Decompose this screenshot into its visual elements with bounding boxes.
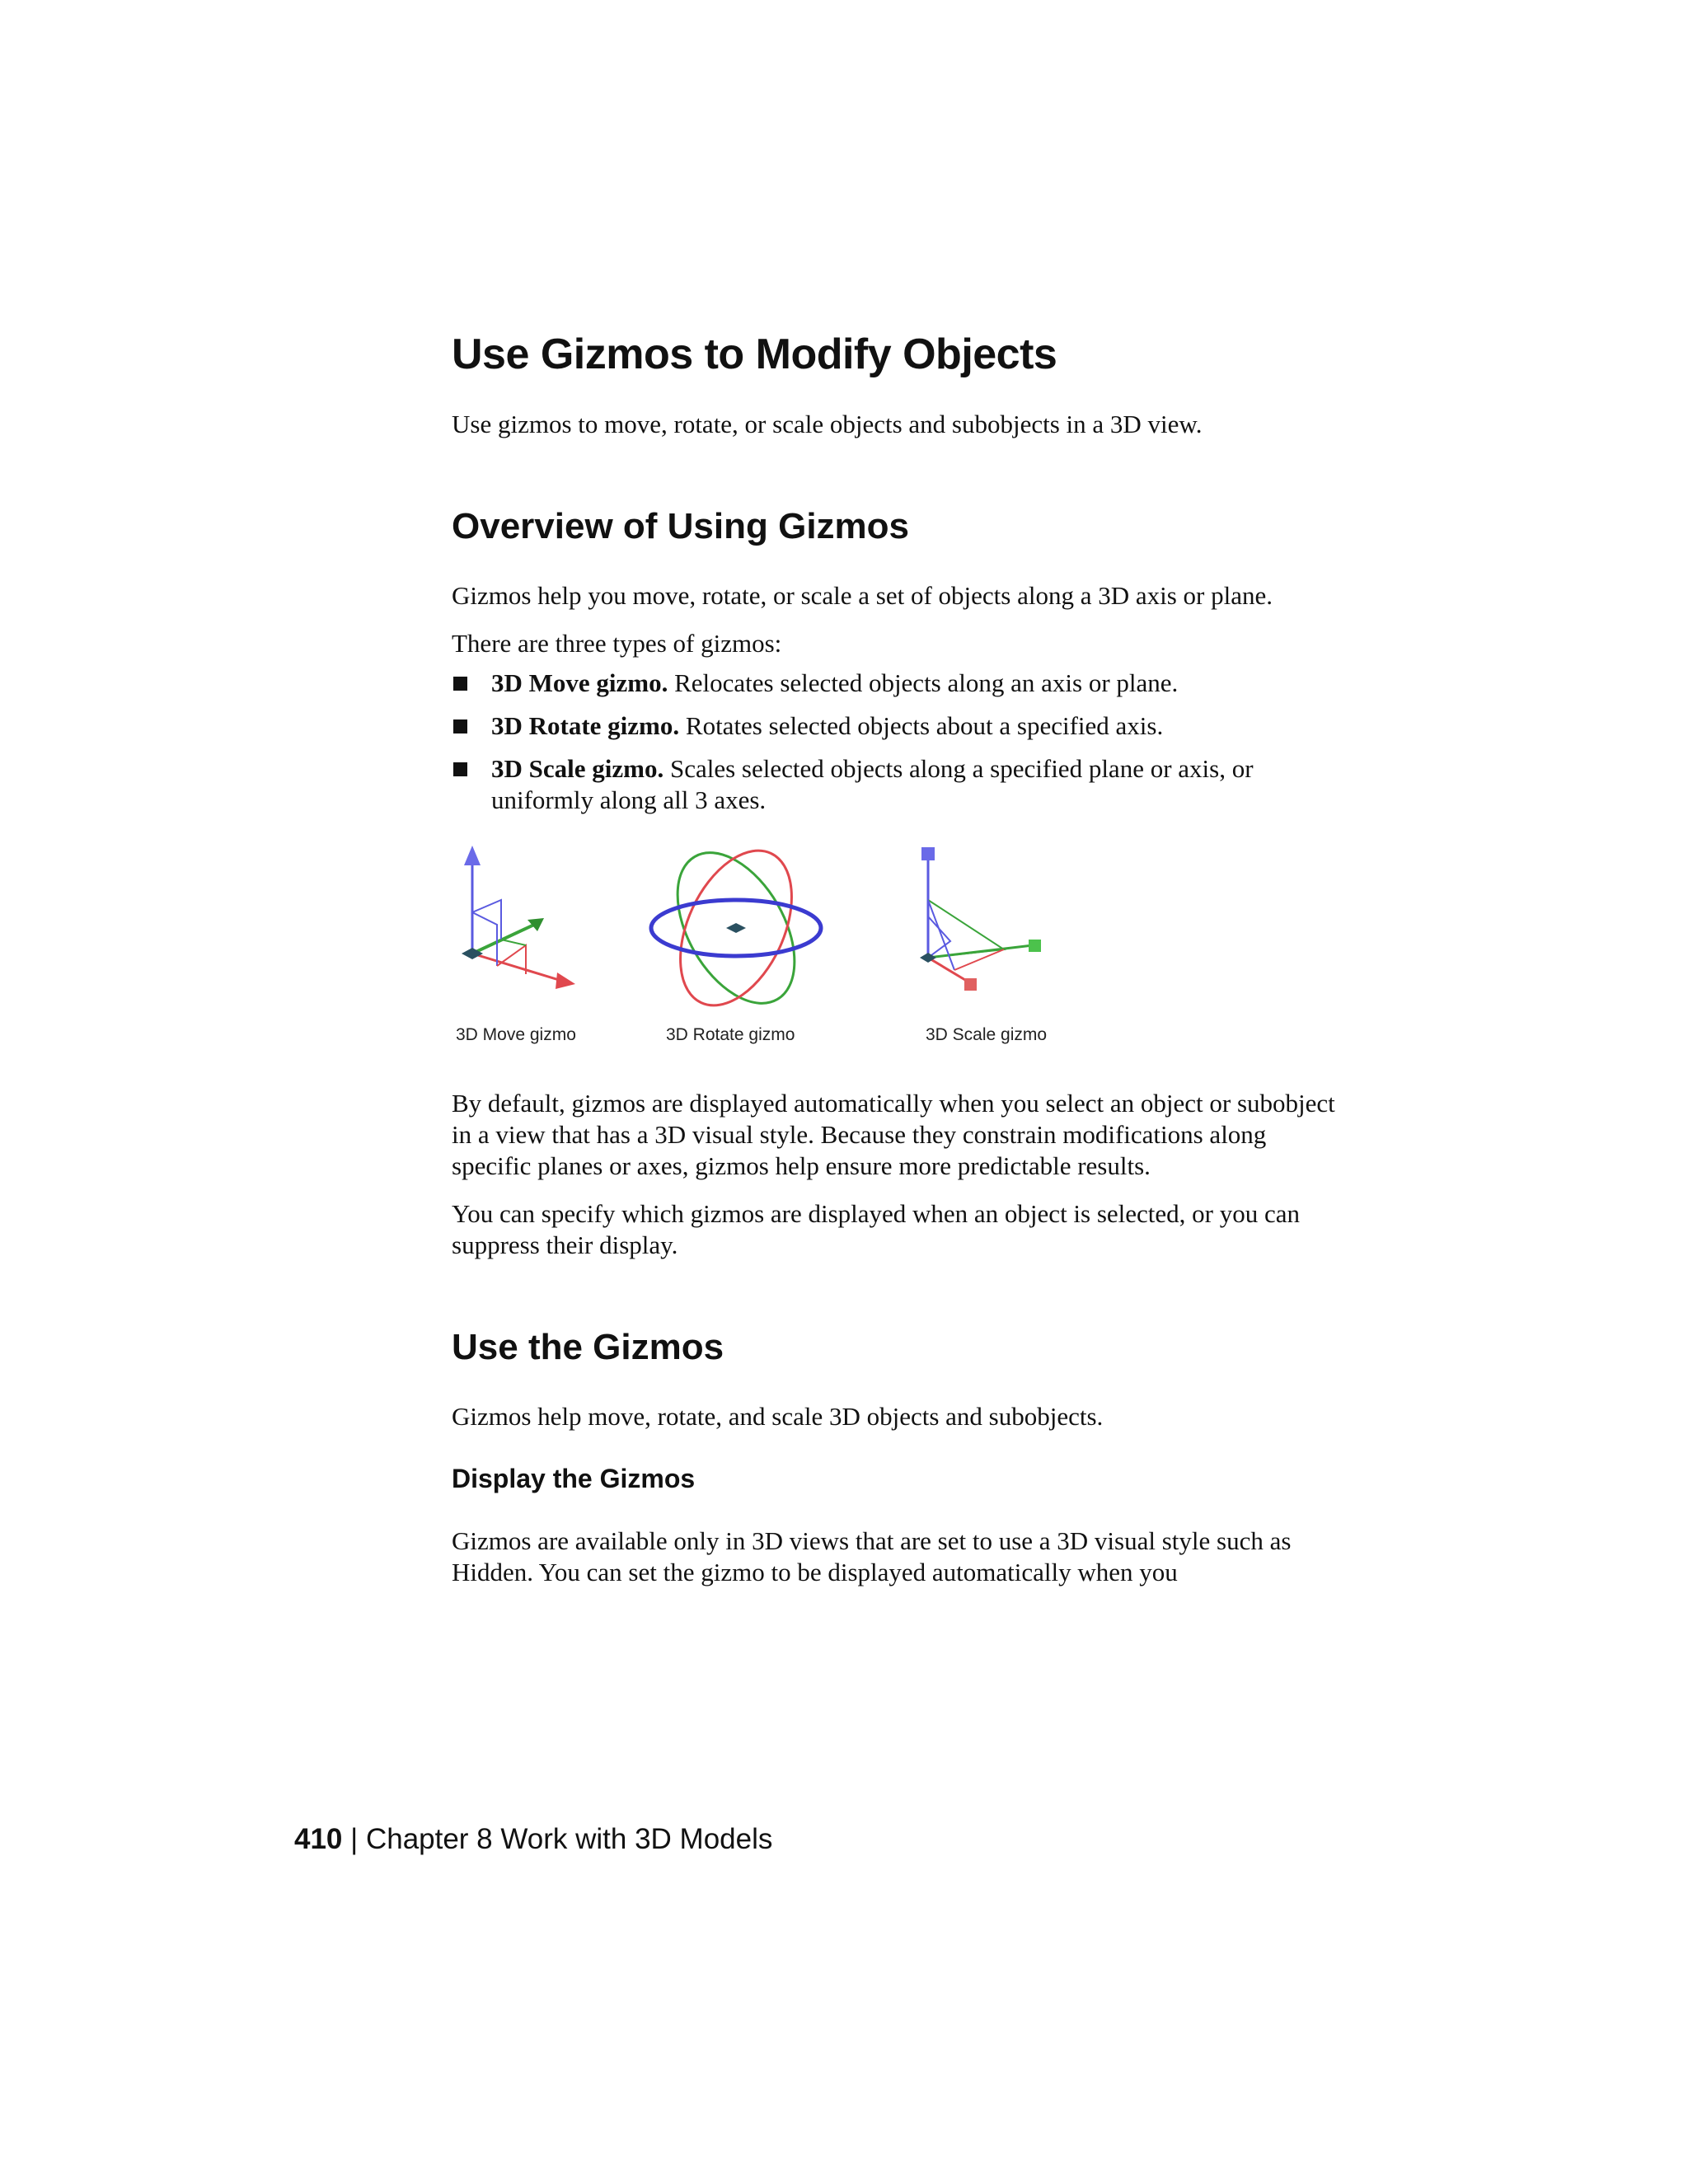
bullet-square-icon bbox=[453, 677, 467, 691]
move-gizmo-icon bbox=[452, 842, 584, 1007]
page-number: 410 bbox=[294, 1823, 343, 1855]
gizmo-types-list bbox=[452, 668, 1342, 816]
bullet-square-icon bbox=[453, 762, 467, 776]
list-item-text: Scales selected objects along a specified plane or axis, or uniformly along all 3 axes. bbox=[491, 754, 1254, 814]
scale-gizmo-caption: 3D Scale gizmo bbox=[926, 1025, 1048, 1044]
list-item bbox=[452, 668, 1342, 699]
use-gizmos-paragraph: Gizmos help move, rotate, and scale 3D objects and subobjects. bbox=[452, 1402, 1104, 1431]
scale-gizmo-icon bbox=[913, 842, 1070, 1007]
overview-paragraph-2: There are three types of gizmos: bbox=[452, 629, 782, 658]
page-content bbox=[452, 330, 1342, 1605]
overview-paragraph-1: Gizmos help you move, rotate, or scale a set of objects along a 3D axis or plane. bbox=[452, 581, 1273, 610]
page-footer bbox=[294, 1823, 772, 1856]
gizmo-figure bbox=[452, 842, 1111, 1065]
use-gizmos-heading: Use the Gizmos bbox=[452, 1327, 724, 1367]
overview-heading: Overview of Using Gizmos bbox=[452, 506, 910, 546]
list-item-term: 3D Move gizmo. bbox=[491, 668, 668, 697]
page-title: Use Gizmos to Modify Objects bbox=[452, 330, 1057, 378]
overview-paragraph-3: By default, gizmos are displayed automatically when you select an object or subobject in a view that has a 3D visual style. Because they constrain modifications along specific planes or axes, gizmos help ensure more predictable results. bbox=[452, 1089, 1335, 1180]
overview-paragraph-4: You can specify which gizmos are displayed when an object is selected, or you can suppress their display. bbox=[452, 1199, 1301, 1259]
rotate-gizmo-icon bbox=[641, 842, 831, 1019]
rotate-gizmo-caption: 3D Rotate gizmo bbox=[666, 1025, 795, 1044]
display-gizmos-paragraph: Gizmos are available only in 3D views that are set to use a 3D visual style such as Hidden. You can set the gizmo to be displayed automatically when you bbox=[452, 1526, 1292, 1586]
move-gizmo-caption: 3D Move gizmo bbox=[456, 1025, 576, 1044]
bullet-square-icon bbox=[453, 719, 467, 733]
list-item bbox=[452, 710, 1342, 742]
list-item bbox=[452, 753, 1342, 816]
chapter-label: | Chapter 8 Work with 3D Models bbox=[342, 1823, 773, 1855]
list-item-text: Relocates selected objects along an axis or plane. bbox=[668, 668, 1179, 697]
display-gizmos-subheading: Display the Gizmos bbox=[452, 1464, 696, 1493]
list-item-text: Rotates selected objects about a specified axis. bbox=[679, 711, 1164, 740]
list-item-term: 3D Scale gizmo. bbox=[491, 754, 664, 783]
intro-paragraph: Use gizmos to move, rotate, or scale objects and subobjects in a 3D view. bbox=[452, 410, 1203, 438]
list-item-term: 3D Rotate gizmo. bbox=[491, 711, 680, 740]
